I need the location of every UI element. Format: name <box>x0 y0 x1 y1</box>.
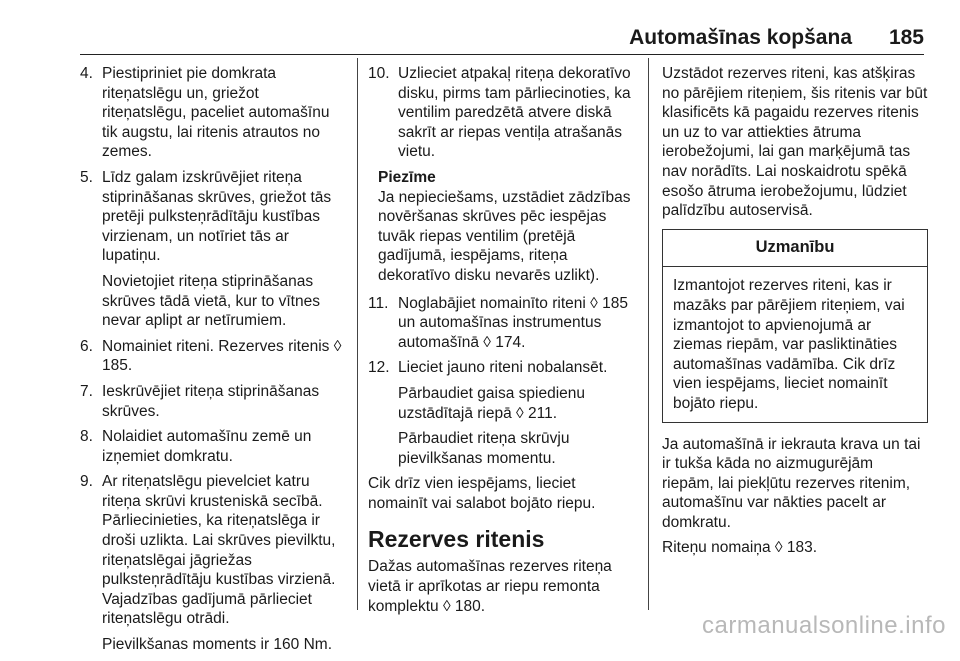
item-number: 8. <box>80 428 93 446</box>
caution-box <box>662 229 928 423</box>
item-number: 6. <box>80 337 93 355</box>
note-title: Piezīme <box>378 168 436 186</box>
item-number: 5. <box>80 168 93 186</box>
item-number: 7. <box>80 382 93 400</box>
item-text: Piestipriniet pie domkrata riteņatslēgu un, griežot riteņatslēgu, paceliet automašīnu tik augstu, lai ritenis atrautos no zemes. <box>102 65 330 161</box>
item-text: Pārbaudiet gaisa spiedienu uzstādītajā riepā ◊ 211. <box>398 384 585 422</box>
column-1 <box>80 64 346 661</box>
item-number: 9. <box>80 473 93 491</box>
list-item-12 <box>368 358 636 468</box>
cross-reference: Riteņu nomaiņa ◊ 183. <box>662 539 818 557</box>
paragraph: Ja automašīnā ir iekrauta krava un tai ir tukša kāda no aizmugurējām riepām, lai piekļūtu rezerves ritenim, automašīnu var nākties pacelt ar domkratu. <box>662 435 921 531</box>
page-header <box>0 0 960 56</box>
list-item-11 <box>368 294 636 353</box>
list-item-9 <box>80 472 346 654</box>
item-text: Pievilkšanas moments ir 160 Nm. <box>102 636 332 654</box>
caution-title: Uzmanību <box>663 230 927 268</box>
page-title: Automašīnas kopšana <box>629 26 852 49</box>
item-text: Līdz galam izskrūvējiet riteņa stiprināšanas skrūves, griežot tās pretēji pulksteņrādītāju kustības virzienam, un notīriet tās ar lupatiņu. <box>102 168 332 265</box>
list-item-5 <box>80 168 346 331</box>
item-number: 12. <box>368 359 390 377</box>
list-item-8 <box>80 427 346 466</box>
item-text: Ar riteņatslēgu pievelciet katru riteņa skrūvi krusteniskā secībā. Pārliecinieties, ka riteņatslēga ir droši uzlikta. Lai skrūves pievilktu, riteņatslēgai jāgriežas pulksteņrādītāju kustības virzienā. Vajadzības gadījumā pārlieciet riteņatslēgu otrādi. <box>102 473 336 628</box>
item-number: 4. <box>80 65 93 82</box>
list-item-7 <box>80 382 346 421</box>
item-text: Noglabājiet nomainīto riteni ◊ 185 un automašīnas instrumentus automašīnā ◊ 174. <box>398 294 628 351</box>
header-divider <box>80 54 924 55</box>
item-text: Uzlieciet atpakaļ riteņa dekoratīvo disku, pirms tam pārliecinoties, ka ventilim paredzētā atvere diskā sakrīt ar riepas ventiļa atrašanās vietu. <box>398 65 631 161</box>
list-item-10 <box>368 64 636 162</box>
list-item-4 <box>80 64 346 162</box>
item-text: Nolaidiet automašīnu zemē un izņemiet domkratu. <box>102 428 312 465</box>
page-number: 185 <box>888 26 924 49</box>
column-divider-1 <box>357 58 358 610</box>
intro-paragraph: Uzstādot rezerves riteni, kas atšķiras no pārējiem riteņiem, šis ritenis var būt klasificēts kā pagaidu rezerves ritenis un uz to var attiekties ātruma ierobežojumi, lai gan marķējumā tas nav norādīts. Lai noskaidrotu spēkā esošo ātruma ierobežojumu, lūdziet palīdzību autoservisā. <box>662 65 928 220</box>
item-number: 10. <box>368 65 390 82</box>
watermark: carmanualsonline.info <box>702 612 946 639</box>
column-divider-2 <box>648 58 649 610</box>
item-text: Novietojiet riteņa stiprināšanas skrūves tādā vietā, kur to vītnes nevar aplipt ar netīrumiem. <box>102 272 320 330</box>
column-3 <box>662 64 928 564</box>
caution-text: Izmantojot rezerves riteni, kas ir mazāks par pārējiem riteņiem, vai izmantojot to apvienojumā ar ziemas riepām, var pasliktināties automašīnas vadāmība. Cik drīz vien iespējams, lieciet nomainīt bojāto riepu. <box>673 277 905 412</box>
list-item-6 <box>80 337 346 376</box>
section-heading: Rezerves ritenis <box>368 526 545 553</box>
item-text: Ieskrūvējiet riteņa stiprināšanas skrūves. <box>102 382 320 420</box>
section-paragraph: Dažas automašīnas rezerves riteņa vietā ir aprīkotas ar riepu remonta komplektu ◊ 180. <box>368 558 612 615</box>
column-2 <box>368 64 636 622</box>
item-text: Nomainiet riteni. Rezerves ritenis ◊ 185. <box>102 337 342 375</box>
item-text: Pārbaudiet riteņa skrūvju pievilkšanas momentu. <box>398 430 570 467</box>
note-text: Ja nepieciešams, uzstādiet zādzības novēršanas skrūves pēc iespējas tuvāk riepas ventilim (pretējā gadījumā, iespējams, riteņa dekoratīvo disku nevarēs uzlikt). <box>378 188 631 284</box>
closing-paragraph: Cik drīz vien iespējams, lieciet nomainīt vai salabot bojāto riepu. <box>368 475 596 512</box>
item-number: 11. <box>368 294 389 312</box>
item-text: Lieciet jauno riteni nobalansēt. <box>398 359 608 377</box>
